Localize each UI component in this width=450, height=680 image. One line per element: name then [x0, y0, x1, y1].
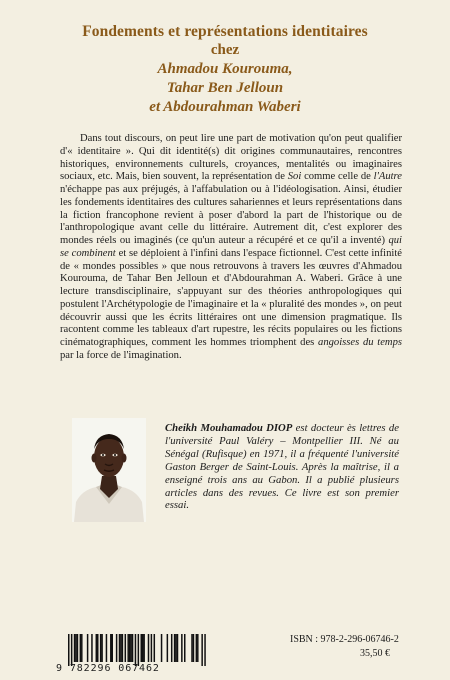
barcode-bar	[175, 634, 177, 662]
barcode-bar	[127, 634, 129, 662]
barcode-bars	[56, 634, 216, 666]
barcode-bar	[193, 634, 195, 662]
barcode-bar	[71, 634, 73, 666]
barcode	[56, 634, 216, 674]
barcode-bar	[196, 634, 198, 662]
barcode-bar	[87, 634, 89, 662]
summary-run: comme celle de	[301, 171, 374, 183]
author-name: Cheikh Mouhamadou DIOP	[165, 422, 293, 434]
summary-emphasis: qui se combinent	[60, 235, 402, 259]
portrait-image	[72, 418, 146, 522]
barcode-bar	[177, 634, 179, 662]
barcode-bar	[142, 634, 144, 662]
barcode-bar	[184, 634, 186, 662]
barcode-lead-digit: 9	[56, 663, 63, 674]
barcode-bar	[100, 634, 102, 662]
barcode-bar	[132, 634, 134, 662]
summary-emphasis: l'Autre	[373, 171, 402, 183]
author-line-1: Ahmadou Kourouma,	[157, 61, 293, 77]
barcode-bar	[204, 634, 206, 666]
summary-run: par la force de l'imagination.	[60, 349, 182, 361]
barcode-bar	[154, 634, 156, 662]
barcode-bar	[151, 634, 153, 662]
author-bio-text: est docteur ès lettres de l'université Paul Valéry – Montpellier III. Né au Sénégal (Rufisque) en 1971, il a fréquenté l'université Gaston Berger de Saint-Louis. Après la maîtrise, il a enseigné trois ans au Gabon. Il a publié plusieurs articles dans des revues. Ce livre est son premier essai.	[165, 422, 399, 512]
barcode-bar	[129, 634, 131, 662]
barcode-bar	[77, 634, 79, 662]
barcode-bar	[191, 634, 193, 662]
barcode-bar	[181, 634, 183, 662]
summary-emphasis: Soi	[287, 171, 302, 183]
author-photo	[72, 418, 146, 522]
barcode-bar	[143, 634, 145, 662]
title-block	[0, 22, 450, 117]
barcode-bar	[116, 634, 118, 662]
summary-run: n'échappe pas aux préjugés, à l'affabulation ou à l'idéologisation. Ainsi, étudier les fondements identitaires des cultures sahariennes et leurs représentations dans la fiction francophone revient à poser d'abord la part de l'historique ou de l'anthropologique avant celle du littéraire. Autrement dit, c'est explorer des mondes réels ou imaginés (ce qu'un auteur a récupéré et ce qu'il a inventé)	[60, 184, 402, 246]
barcode-bar	[135, 634, 137, 666]
summary-text	[60, 133, 402, 363]
barcode-bar	[125, 634, 127, 662]
barcode-bar	[119, 634, 121, 662]
barcode-left-digits: 782296	[69, 663, 112, 674]
barcode-right-digits: 067462	[118, 663, 160, 674]
book-title: Fondements et représentations identitaires	[82, 23, 368, 40]
barcode-bar	[74, 634, 76, 662]
author-bio	[165, 422, 399, 512]
barcode-bar	[122, 634, 124, 662]
summary-paragraph	[60, 133, 402, 363]
barcode-bar	[80, 634, 82, 662]
summary-emphasis: angoisses du temps	[318, 337, 402, 348]
summary-run: Dans tout discours, on peut lire une part de motivation qu'on peut qualifier d'« identitaire ». Qui dit identité(s) dit origines communautaires, rencontres historiques, environnements culturels, croyances, mentalités ou imaginaires sociaux, etc. Mais, bien souvent, la représentation de	[60, 133, 402, 183]
barcode-bar	[120, 634, 122, 662]
barcode-bar	[81, 634, 83, 662]
barcode-bar	[148, 634, 150, 662]
author-line-2: Tahar Ben Jelloun	[166, 80, 284, 96]
barcode-digits	[56, 663, 216, 674]
barcode-bar	[96, 634, 98, 662]
title-connector: chez	[210, 42, 240, 58]
author-line-3: et Abdourahman Waberi	[149, 99, 301, 115]
barcode-bar	[91, 634, 93, 662]
barcode-bar	[75, 634, 77, 662]
price: 35,50 €	[360, 648, 390, 659]
barcode-bar	[112, 634, 114, 662]
barcode-bar	[68, 634, 70, 666]
barcode-bar	[197, 634, 199, 662]
barcode-bar	[171, 634, 173, 662]
barcode-bar	[167, 634, 169, 662]
barcode-bar	[106, 634, 108, 662]
isbn-number: ISBN : 978-2-296-06746-2	[290, 634, 399, 645]
summary-run: et se déploient à l'infini dans l'espace fictionnel. C'est cette infinité de « mondes possibles » que nous retrouvons à travers les œuvres d'Ahmadou Kourouma, de Tahar Ben Jelloun et d'Abdourahman A. Waberi. Grâce à une lecture transdisciplinaire, s'appuyant sur des théories anthropologiques qui postulent l'Archétypologie de l'imaginaire et la « pluralité des mondes », on peut découvrir aussi que les écrits littéraires ont une dimension pragmatique. Ils racontent comme les tableaux d'art rupestre, les récits populaires ou les fictions cinématographiques, comment les hommes triomphent des	[60, 247, 403, 348]
barcode-bar	[130, 634, 132, 662]
barcode-bar	[174, 634, 176, 662]
barcode-bar	[138, 634, 140, 666]
barcode-bar	[161, 634, 163, 662]
barcode-bar	[110, 634, 112, 662]
barcode-bar	[97, 634, 99, 662]
barcode-bar	[101, 634, 103, 662]
barcode-bar	[201, 634, 203, 666]
barcode-bar	[141, 634, 143, 662]
